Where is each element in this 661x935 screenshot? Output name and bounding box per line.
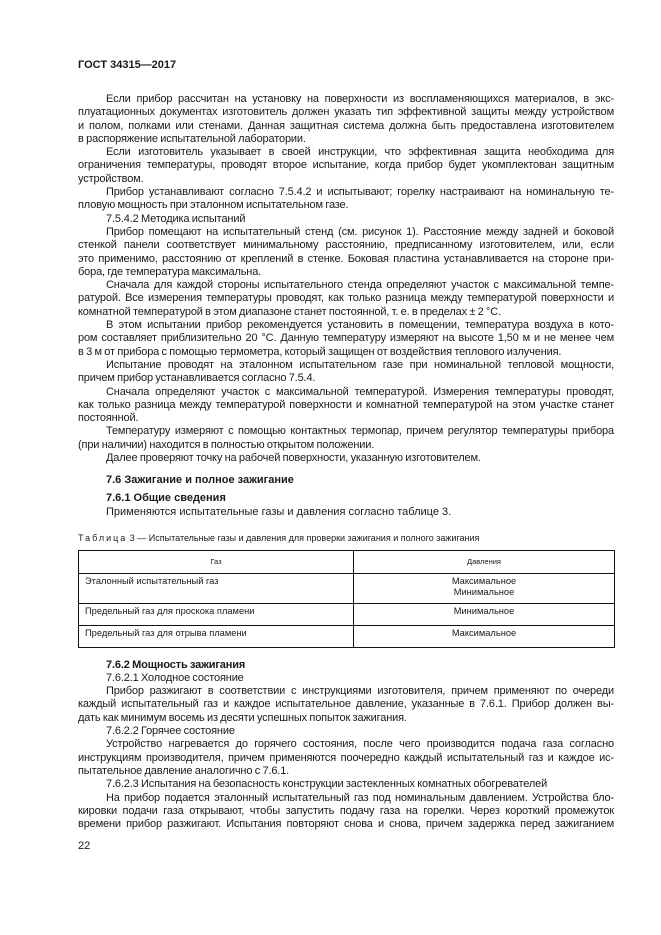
cell-pressure: Минимальное bbox=[354, 603, 615, 625]
table-header-row bbox=[79, 550, 615, 573]
cell-gas: Предельный газ для отрыва пламени bbox=[79, 625, 354, 647]
text-line: кировки подачи газа открывают, чтобы запустить подачу газа на горелки. Через короткий промежуток bbox=[78, 804, 614, 817]
text-line: (при наличии) находится в полностью открытом положении. bbox=[78, 438, 375, 451]
text-line: Если прибор рассчитан на установку на поверхности из воспламеняющихся материалов, в экс- bbox=[106, 93, 614, 105]
text-line: дать как минимум восемь из десяти успешных попыток зажигания. bbox=[78, 711, 407, 724]
text-line: Далее проверяют точку на рабочей поверхности, указанную изготовителем. bbox=[106, 452, 481, 465]
text-line: ограничения температуры, проводят второе испытание, когда прибор будет укомплектован защитным bbox=[78, 159, 614, 172]
body-text-section-7-5 bbox=[78, 93, 614, 465]
table-caption bbox=[78, 532, 615, 544]
text-line: бора, где температура максимальна. bbox=[78, 265, 262, 278]
text-line: Испытание проводят на эталонном испытательном газе при номинальной тепловой мощности, bbox=[106, 358, 614, 371]
text-line: в 3 м от прибора с помощью термометра, который защищен от воздействия теплового излучения. bbox=[78, 345, 562, 358]
text-line: это применимо, расстоянию от креплений в стенке. Боковая пластина устанавливается на стороне при- bbox=[78, 252, 614, 265]
table-row bbox=[79, 573, 615, 603]
table-caption-label: Таблица bbox=[78, 532, 128, 543]
text-line: в распоряжение испытательной лаборатории. bbox=[78, 132, 306, 145]
text-line: комнатной температурой в этом диапазоне станет постоянной, т. е. в пределах ± 2 °С. bbox=[78, 305, 502, 318]
text-line: 7.6.2.1 Холодное состояние bbox=[106, 671, 244, 684]
text-line: Сначала для каждой стороны испытательного стенда определяют участок с максимальной темпе- bbox=[106, 279, 614, 292]
section-7-6-1-text: Применяются испытательные газы и давления согласно таблице 3. bbox=[106, 505, 452, 518]
text-line: В этом испытании прибор рекомендуется установить в помещении, температура воздуха в кото- bbox=[106, 319, 614, 332]
text-line: Прибор разжигают в соответствии с инструкциями изготовителя, причем применяют по очереди bbox=[106, 685, 614, 698]
text-line: пытательное давление аналогично с 7.6.1. bbox=[78, 764, 290, 777]
cell-gas: Эталонный испытательный газ bbox=[79, 573, 354, 603]
text-line: Прибор помещают на испытательный стенд (см. рисунок 1). Расстояние между задней и боковой bbox=[106, 225, 614, 238]
text-line: как только разница между температурой поверхности и комнатной температурой на этом участке станет bbox=[78, 398, 614, 411]
text-line: ром составляет приблизительно 20 °С. Данную температуру измеряют на высоте 1,50 м и не менее чем bbox=[78, 332, 614, 345]
section-heading-7-6-1: 7.6.1 Общие сведения bbox=[106, 492, 226, 505]
page-body bbox=[78, 93, 615, 853]
text-line: каждый испытательный газ и каждое испытательное давление, указанные в 7.6.1. Прибор должен вы- bbox=[78, 698, 614, 711]
text-line: устройством. bbox=[78, 172, 144, 185]
text-line: и полом, полками или стенами. Данная защитная система должна быть предоставлена изготовителем bbox=[78, 119, 614, 132]
text-line: стенкой панели соответствует минимальному расстоянию, предписанному изготовителем, или, если bbox=[78, 239, 614, 252]
text-line: Сначала определяют участок с максимальной температурой. Измерения температуры проводят, bbox=[106, 385, 614, 398]
body-text-section-7-6-2 bbox=[78, 659, 614, 832]
text-line: пловую мощность при эталонном испытательном газе. bbox=[78, 199, 349, 212]
document-header: ГОСТ 34315—2017 bbox=[78, 59, 177, 71]
text-line: причем прибор устанавливается согласно 7.5.4. bbox=[78, 372, 316, 385]
page-number: 22 bbox=[78, 840, 91, 853]
table-row bbox=[79, 603, 615, 625]
text-line: 7.6.2.2 Горячее состояние bbox=[106, 725, 235, 738]
column-header-pressure: Давления bbox=[354, 550, 615, 573]
table-3 bbox=[78, 550, 615, 648]
table-caption-text: 3 — Испытательные газы и давления для проверки зажигания и полного зажигания bbox=[127, 532, 480, 543]
column-header-gas: Газ bbox=[79, 550, 354, 573]
section-heading-7-6: 7.6 Зажигание и полное зажигание bbox=[106, 474, 294, 487]
text-line: времени прибор разжигают. Испытания повторяют снова и снова, причем задержка перед зажиганием bbox=[78, 818, 614, 831]
text-line: плуатационных документах изготовитель должен указать тип эффективной защиты между устройством bbox=[78, 106, 614, 119]
section-heading: 7.6.2 Мощность зажигания bbox=[106, 658, 246, 671]
cell-gas: Предельный газ для проскока пламени bbox=[79, 603, 354, 625]
text-line: Температуру измеряют с помощью контактных термопар, причем регулятор температуры прибора bbox=[106, 425, 614, 438]
table-row bbox=[79, 625, 615, 647]
text-line: Прибор устанавливают согласно 7.5.4.2 и испытывают; горелку настраивают на номинальную те- bbox=[106, 186, 614, 199]
text-line: На прибор подается эталонный испытательный газ под номинальным давлением. Устройства бло- bbox=[106, 791, 614, 804]
text-line: Если изготовитель указывает в своей инструкции, что эффективная защита необходима для bbox=[106, 146, 614, 159]
text-line: инструкциям производителя, причем применяются поочередно каждый испытательный газ и каждое ис- bbox=[78, 751, 614, 764]
text-line: 7.6.2.3 Испытания на безопасность конструкции застекленных комнатных обогревателей bbox=[106, 778, 548, 791]
text-line: ратурой. Все измерения температуры проводят, как только разница между температурой поверхности и bbox=[78, 292, 614, 305]
pressure-value: Минимальное bbox=[453, 587, 515, 598]
text-line: постоянной. bbox=[78, 412, 139, 425]
text-line: Устройство нагревается до горячего состояния, после чего производится подача газа согласно bbox=[106, 738, 614, 751]
pressure-value: Максимальное bbox=[451, 575, 517, 586]
cell-pressure bbox=[354, 573, 615, 603]
cell-pressure: Максимальное bbox=[354, 625, 615, 647]
text-line: 7.5.4.2 Методика испытаний bbox=[106, 212, 246, 225]
